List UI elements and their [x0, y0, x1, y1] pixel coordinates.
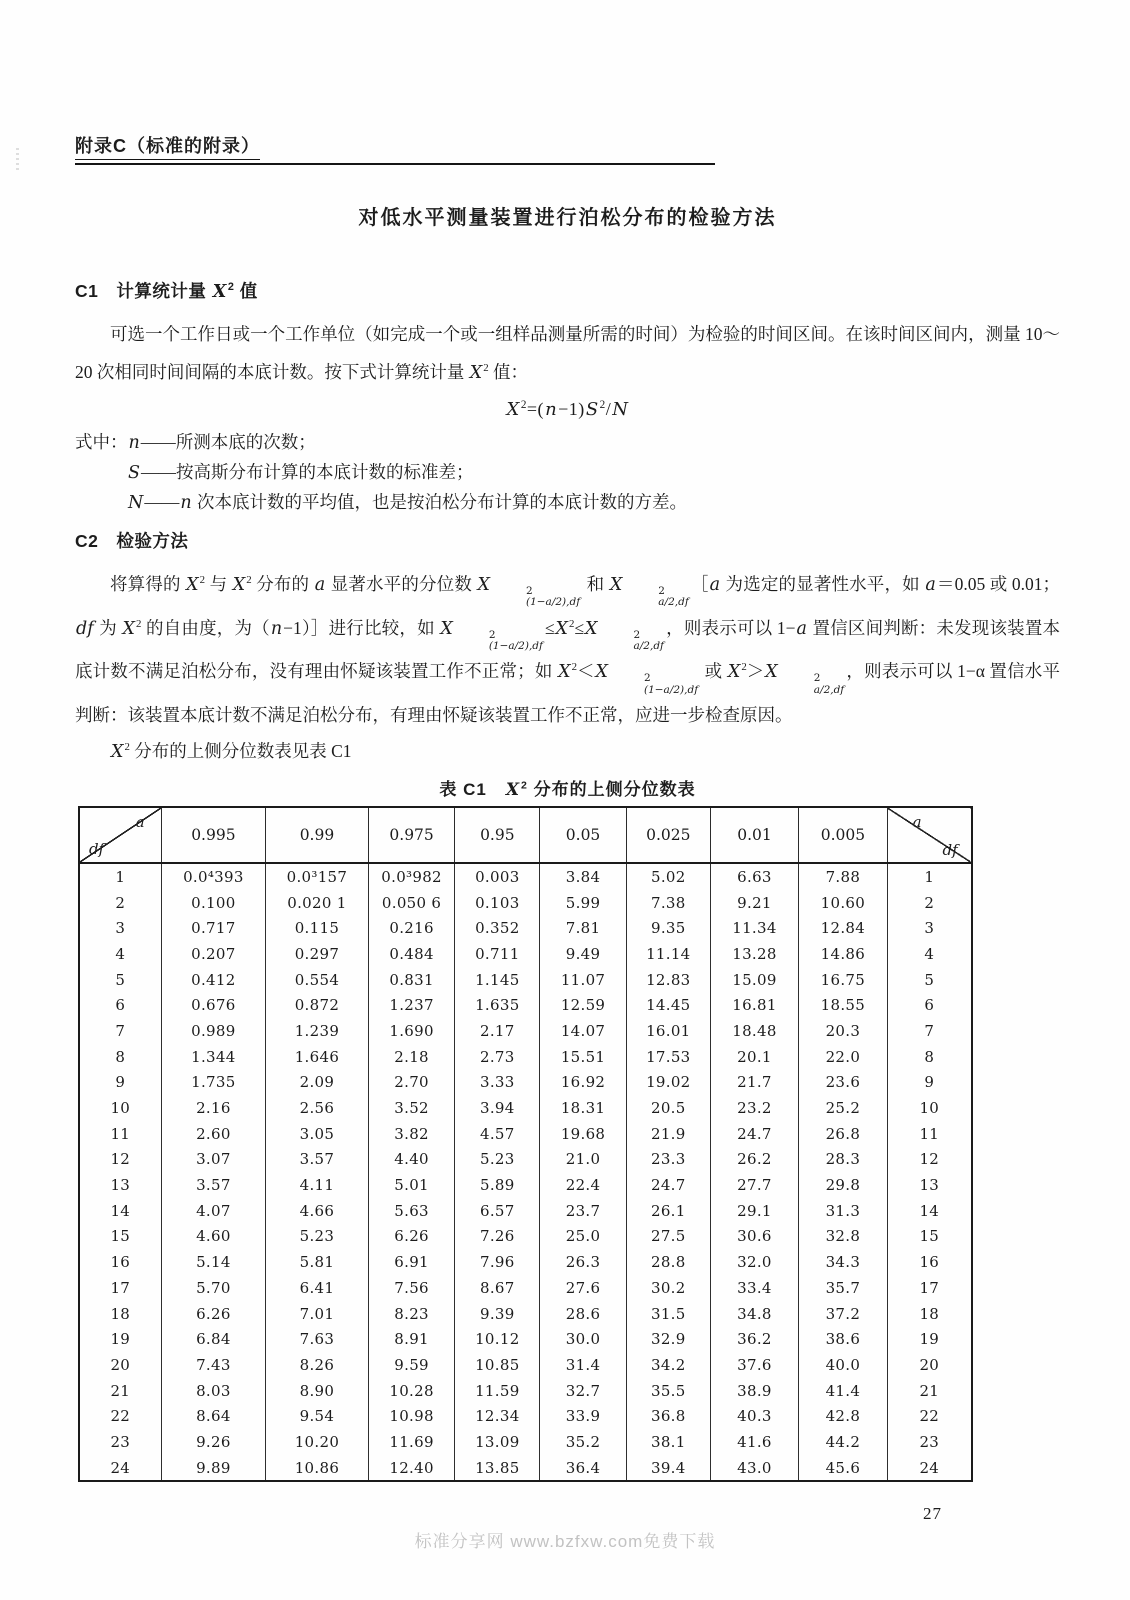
value-cell: 2.16 — [161, 1095, 265, 1121]
value-cell: 5.70 — [161, 1275, 265, 1301]
df-cell: 11 — [887, 1121, 972, 1147]
value-cell: 9.21 — [710, 890, 798, 916]
table-row — [79, 941, 972, 967]
value-cell: 43.0 — [710, 1455, 798, 1482]
column-header: 0.01 — [710, 807, 798, 863]
value-cell: 8.67 — [455, 1275, 540, 1301]
value-cell: 36.2 — [710, 1326, 798, 1352]
value-cell: 6.26 — [161, 1301, 265, 1327]
df-cell: 7 — [115, 1021, 126, 1040]
value-cell: 0.352 — [455, 915, 540, 941]
df-cell: 13 — [887, 1172, 972, 1198]
column-header: 0.05 — [540, 807, 627, 863]
value-cell: 2.70 — [368, 1069, 455, 1095]
value-cell: 12.59 — [540, 992, 627, 1018]
value-cell: 38.9 — [710, 1378, 798, 1404]
value-cell: 3.33 — [455, 1069, 540, 1095]
table-row — [79, 1224, 972, 1250]
value-cell: 7.26 — [455, 1224, 540, 1250]
value-cell: 0.872 — [266, 992, 369, 1018]
value-cell: 8.03 — [161, 1378, 265, 1404]
value-cell: 3.57 — [161, 1172, 265, 1198]
value-cell: 39.4 — [626, 1455, 710, 1482]
value-cell: 18.55 — [799, 992, 887, 1018]
value-cell: 10.98 — [368, 1403, 455, 1429]
value-cell: 5.02 — [626, 863, 710, 890]
value-cell: 16.92 — [540, 1069, 627, 1095]
value-cell: 1.145 — [455, 967, 540, 993]
value-cell: 16.01 — [626, 1018, 710, 1044]
column-header: 0.99 — [266, 807, 369, 863]
value-cell: 6.63 — [710, 863, 798, 890]
value-cell: 10.60 — [799, 890, 887, 916]
value-cell: 28.3 — [799, 1147, 887, 1173]
section-c1-heading: C1 计算统计量 $X^2$ 值 — [75, 281, 258, 302]
value-cell: 3.57 — [266, 1147, 369, 1173]
value-cell: 0.207 — [161, 941, 265, 967]
df-cell: 1 — [115, 867, 126, 886]
df-cell: 15 — [887, 1224, 972, 1250]
legend-line-n: 式中：n——所测本底的次数； — [75, 432, 316, 453]
value-cell: 5.81 — [266, 1249, 369, 1275]
value-cell: 42.8 — [799, 1403, 887, 1429]
value-cell: 31.3 — [799, 1198, 887, 1224]
df-cell: 24 — [887, 1455, 972, 1482]
value-cell: 31.4 — [540, 1352, 627, 1378]
df-cell: 19 — [887, 1326, 972, 1352]
value-cell: 35.2 — [540, 1429, 627, 1455]
value-cell: 37.2 — [799, 1301, 887, 1327]
table-row — [79, 1403, 972, 1429]
appendix-heading: 附录C（标准的附录） — [75, 136, 260, 160]
value-cell: 2.60 — [161, 1121, 265, 1147]
value-cell: 21.0 — [540, 1147, 627, 1173]
value-cell: 1.735 — [161, 1069, 265, 1095]
df-cell: 12 — [887, 1147, 972, 1173]
df-cell: 4 — [115, 944, 126, 963]
table-row — [79, 1069, 972, 1095]
df-cell: 19 — [110, 1330, 131, 1349]
value-cell: 5.23 — [266, 1224, 369, 1250]
value-cell: 29.8 — [799, 1172, 887, 1198]
df-cell: 8 — [887, 1044, 972, 1070]
df-cell: 9 — [115, 1073, 126, 1092]
value-cell: 9.59 — [368, 1352, 455, 1378]
section-c2-heading: C2 检验方法 — [75, 531, 189, 551]
value-cell: 27.6 — [540, 1275, 627, 1301]
df-cell: 10 — [887, 1095, 972, 1121]
table-row — [79, 1301, 972, 1327]
value-cell: 1.646 — [266, 1044, 369, 1070]
value-cell: 9.54 — [266, 1403, 369, 1429]
value-cell: 24.7 — [710, 1121, 798, 1147]
value-cell: 25.2 — [799, 1095, 887, 1121]
df-cell: 22 — [887, 1403, 972, 1429]
legend-line-s: S——按高斯分布计算的本底计数的标准差； — [128, 462, 474, 483]
value-cell: 10.12 — [455, 1326, 540, 1352]
value-cell: 36.8 — [626, 1403, 710, 1429]
value-cell: 26.3 — [540, 1249, 627, 1275]
value-cell: 3.84 — [540, 863, 627, 890]
value-cell: 8.91 — [368, 1326, 455, 1352]
value-cell: 14.45 — [626, 992, 710, 1018]
value-cell: 1.635 — [455, 992, 540, 1018]
table-row — [79, 967, 972, 993]
value-cell: 5.63 — [368, 1198, 455, 1224]
value-cell: 1.237 — [368, 992, 455, 1018]
value-cell: 0.412 — [161, 967, 265, 993]
value-cell: 3.07 — [161, 1147, 265, 1173]
value-cell: 2.56 — [266, 1095, 369, 1121]
value-cell: 8.90 — [266, 1378, 369, 1404]
legend-line-cap-n: N——n 次本底计数的平均值，也是按泊松分布计算的本底计数的方差。 — [128, 492, 687, 513]
c1-paragraph: 可选一个工作日或一个工作单位（如完成一个或一组样品测量所需的时间）为检验的时间区间。在该时间区间内，测量 10～20 次相同时间间隔的本底计数。按下式计算统计量 $X^2$ 值： — [75, 324, 1060, 383]
corner-df-label: df — [89, 839, 105, 858]
value-cell: 22.0 — [799, 1044, 887, 1070]
corner-cell-right — [887, 807, 972, 863]
value-cell: 27.5 — [626, 1224, 710, 1250]
df-cell: 15 — [110, 1227, 131, 1246]
value-cell: 13.85 — [455, 1455, 540, 1482]
value-cell: 31.5 — [626, 1301, 710, 1327]
df-cell: 18 — [887, 1301, 972, 1327]
value-cell: 9.35 — [626, 915, 710, 941]
column-header: 0.005 — [799, 807, 887, 863]
value-cell: 41.4 — [799, 1378, 887, 1404]
chi-square-formula: $X^2=(n-1)S^2/N$ — [506, 399, 629, 420]
value-cell: 5.99 — [540, 890, 627, 916]
table-row — [79, 915, 972, 941]
value-cell: 3.94 — [455, 1095, 540, 1121]
value-cell: 2.18 — [368, 1044, 455, 1070]
table-row — [79, 1095, 972, 1121]
value-cell: 23.7 — [540, 1198, 627, 1224]
value-cell: 32.0 — [710, 1249, 798, 1275]
value-cell: 30.0 — [540, 1326, 627, 1352]
value-cell: 0.989 — [161, 1018, 265, 1044]
value-cell: 0.554 — [266, 967, 369, 993]
table-row — [79, 1352, 972, 1378]
corner-alpha-label: a — [135, 812, 145, 831]
value-cell: 8.23 — [368, 1301, 455, 1327]
value-cell: 6.84 — [161, 1326, 265, 1352]
value-cell: 26.2 — [710, 1147, 798, 1173]
value-cell: 36.4 — [540, 1455, 627, 1482]
value-cell: 20.3 — [799, 1018, 887, 1044]
value-cell: 27.7 — [710, 1172, 798, 1198]
value-cell: 7.56 — [368, 1275, 455, 1301]
value-cell: 30.2 — [626, 1275, 710, 1301]
table-row — [79, 1275, 972, 1301]
df-cell: 8 — [115, 1047, 126, 1066]
value-cell: 23.3 — [626, 1147, 710, 1173]
value-cell: 33.4 — [710, 1275, 798, 1301]
value-cell: 13.28 — [710, 941, 798, 967]
value-cell: 4.60 — [161, 1224, 265, 1250]
value-cell: 35.5 — [626, 1378, 710, 1404]
value-cell: 13.09 — [455, 1429, 540, 1455]
value-cell: 21.9 — [626, 1121, 710, 1147]
value-cell: 11.59 — [455, 1378, 540, 1404]
df-cell: 11 — [110, 1124, 131, 1143]
value-cell: 45.6 — [799, 1455, 887, 1482]
value-cell: 7.88 — [799, 863, 887, 890]
value-cell: 12.40 — [368, 1455, 455, 1482]
value-cell: 1.239 — [266, 1018, 369, 1044]
value-cell: 14.86 — [799, 941, 887, 967]
df-cell: 10 — [110, 1099, 131, 1117]
column-header: 0.975 — [368, 807, 455, 863]
df-cell: 23 — [887, 1429, 972, 1455]
value-cell: 25.0 — [540, 1224, 627, 1250]
value-cell: 5.14 — [161, 1249, 265, 1275]
page-number: 27 — [923, 1504, 942, 1524]
df-cell: 12 — [110, 1150, 131, 1169]
df-cell: 22 — [110, 1407, 131, 1426]
value-cell: 34.2 — [626, 1352, 710, 1378]
value-cell: 5.89 — [455, 1172, 540, 1198]
value-cell: 6.91 — [368, 1249, 455, 1275]
scan-artifact — [16, 148, 19, 170]
value-cell: 3.05 — [266, 1121, 369, 1147]
table-header-row — [79, 807, 972, 863]
value-cell: 10.20 — [266, 1429, 369, 1455]
value-cell: 4.40 — [368, 1147, 455, 1173]
value-cell: 2.17 — [455, 1018, 540, 1044]
value-cell: 12.84 — [799, 915, 887, 941]
c2-paragraph: 将算得的 $X^2$ 与 $X^2$ 分布的 a 显著水平的分位数 X 2 (1−a/2),df 和 X 2 a/2,df ［a 为选定的显著性水平，如 a＝0.05 或 0.01；df 为 $X^2$ 的自由度，为（n−1）］进行比较，如 X 2 (1−a/2),df $\le X^2\le X$ 2 a/2,df ，则表示可以 1−a 置信区间判断：未发现该装置本底计数不满足泊松分布，没有理由怀疑该装置工作不正常；如 $X^2<X$ 2 (1−a/2),df 或 $X^2>X$ 2 a/2,df ，则表示可以 1−α 置信水平判断：该装置本底计数不满足泊松分布，有理由怀疑该装置工作不正常，应进一步检查原因。 — [75, 574, 1061, 725]
value-cell: 9.89 — [161, 1455, 265, 1482]
value-cell: 32.7 — [540, 1378, 627, 1404]
value-cell: 22.4 — [540, 1172, 627, 1198]
value-cell: 4.66 — [266, 1198, 369, 1224]
value-cell: 32.8 — [799, 1224, 887, 1250]
value-cell: 38.1 — [626, 1429, 710, 1455]
formula-legend — [75, 428, 1060, 518]
value-cell: 21.7 — [710, 1069, 798, 1095]
value-cell: 30.6 — [710, 1224, 798, 1250]
value-cell: 0.717 — [161, 915, 265, 941]
value-cell: 4.57 — [455, 1121, 540, 1147]
value-cell: 0.0³982 — [368, 863, 455, 890]
value-cell: 1.690 — [368, 1018, 455, 1044]
value-cell: 4.07 — [161, 1198, 265, 1224]
value-cell: 14.07 — [540, 1018, 627, 1044]
value-cell: 7.43 — [161, 1352, 265, 1378]
value-cell: 6.26 — [368, 1224, 455, 1250]
df-cell: 18 — [110, 1304, 131, 1323]
df-cell: 13 — [110, 1176, 131, 1195]
corner-df-label: df — [942, 840, 958, 859]
df-cell: 16 — [887, 1249, 972, 1275]
value-cell: 23.6 — [799, 1069, 887, 1095]
value-cell: 38.6 — [799, 1326, 887, 1352]
value-cell: 18.48 — [710, 1018, 798, 1044]
value-cell: 40.3 — [710, 1403, 798, 1429]
value-cell: 40.0 — [799, 1352, 887, 1378]
value-cell: 20.1 — [710, 1044, 798, 1070]
value-cell: 11.69 — [368, 1429, 455, 1455]
value-cell: 10.85 — [455, 1352, 540, 1378]
df-cell: 4 — [887, 941, 972, 967]
df-cell: 17 — [887, 1275, 972, 1301]
table-row — [79, 1044, 972, 1070]
value-cell: 0.216 — [368, 915, 455, 941]
df-cell: 2 — [887, 890, 972, 916]
value-cell: 7.01 — [266, 1301, 369, 1327]
column-header: 0.995 — [161, 807, 265, 863]
value-cell: 8.64 — [161, 1403, 265, 1429]
df-cell: 20 — [110, 1355, 131, 1374]
table-row — [79, 863, 972, 890]
value-cell: 19.68 — [540, 1121, 627, 1147]
df-cell: 6 — [887, 992, 972, 1018]
value-cell: 17.53 — [626, 1044, 710, 1070]
value-cell: 9.39 — [455, 1301, 540, 1327]
value-cell: 16.81 — [710, 992, 798, 1018]
value-cell: 7.38 — [626, 890, 710, 916]
value-cell: 44.2 — [799, 1429, 887, 1455]
table-row — [79, 1429, 972, 1455]
value-cell: 41.6 — [710, 1429, 798, 1455]
value-cell: 0.115 — [266, 915, 369, 941]
df-cell: 21 — [887, 1378, 972, 1404]
df-cell: 20 — [887, 1352, 972, 1378]
df-cell: 1 — [887, 863, 972, 890]
value-cell: 0.003 — [455, 863, 540, 890]
df-cell: 23 — [110, 1432, 131, 1451]
value-cell: 0.103 — [455, 890, 540, 916]
appendix-heading-rule — [75, 132, 715, 165]
table-row — [79, 1249, 972, 1275]
document-title: 对低水平测量装置进行泊松分布的检验方法 — [358, 207, 777, 229]
value-cell: 26.8 — [799, 1121, 887, 1147]
value-cell: 6.41 — [266, 1275, 369, 1301]
table-row — [79, 1172, 972, 1198]
table-row — [79, 1121, 972, 1147]
value-cell: 0.100 — [161, 890, 265, 916]
value-cell: 18.31 — [540, 1095, 627, 1121]
value-cell: 0.297 — [266, 941, 369, 967]
table-row — [79, 1018, 972, 1044]
value-cell: 19.02 — [626, 1069, 710, 1095]
value-cell: 2.73 — [455, 1044, 540, 1070]
footer-watermark: 标准分享网 www.bzfxw.com免费下载 — [414, 1532, 716, 1551]
table-row — [79, 992, 972, 1018]
df-cell: 17 — [110, 1278, 131, 1297]
value-cell: 11.34 — [710, 915, 798, 941]
value-cell: 4.11 — [266, 1172, 369, 1198]
value-cell: 5.23 — [455, 1147, 540, 1173]
table-row — [79, 1198, 972, 1224]
value-cell: 9.26 — [161, 1429, 265, 1455]
df-cell: 3 — [115, 919, 126, 938]
df-cell: 2 — [115, 893, 126, 912]
table-row — [79, 1455, 972, 1482]
value-cell: 34.3 — [799, 1249, 887, 1275]
value-cell: 33.9 — [540, 1403, 627, 1429]
corner-alpha-label: a — [912, 812, 922, 831]
df-cell: 6 — [115, 996, 126, 1015]
value-cell: 23.2 — [710, 1095, 798, 1121]
value-cell: 8.26 — [266, 1352, 369, 1378]
value-cell: 26.1 — [626, 1198, 710, 1224]
df-cell: 16 — [110, 1253, 131, 1272]
value-cell: 34.8 — [710, 1301, 798, 1327]
value-cell: 11.07 — [540, 967, 627, 993]
value-cell: 7.96 — [455, 1249, 540, 1275]
df-cell: 9 — [887, 1069, 972, 1095]
value-cell: 0.0³157 — [266, 863, 369, 890]
value-cell: 0.050 6 — [368, 890, 455, 916]
quantile-table — [78, 806, 973, 1483]
value-cell: 11.14 — [626, 941, 710, 967]
value-cell: 0.484 — [368, 941, 455, 967]
value-cell: 3.82 — [368, 1121, 455, 1147]
value-cell: 5.01 — [368, 1172, 455, 1198]
df-cell: 21 — [110, 1381, 131, 1400]
corner-cell-left — [79, 807, 161, 863]
table-row — [79, 1378, 972, 1404]
value-cell: 29.1 — [710, 1198, 798, 1224]
table-row — [79, 890, 972, 916]
value-cell: 10.86 — [266, 1455, 369, 1482]
column-header: 0.025 — [626, 807, 710, 863]
table-row — [79, 1147, 972, 1173]
value-cell: 15.51 — [540, 1044, 627, 1070]
table-reference: $X^2$ 分布的上侧分位数表见表 C1 — [111, 740, 352, 762]
df-cell: 5 — [887, 967, 972, 993]
value-cell: 7.63 — [266, 1326, 369, 1352]
value-cell: 9.49 — [540, 941, 627, 967]
df-cell: 14 — [110, 1201, 131, 1220]
value-cell: 6.57 — [455, 1198, 540, 1224]
value-cell: 12.34 — [455, 1403, 540, 1429]
table-caption: 表 C1 $X^2$ 分布的上侧分位数表 — [439, 779, 696, 800]
value-cell: 7.81 — [540, 915, 627, 941]
column-header: 0.95 — [455, 807, 540, 863]
df-cell: 3 — [887, 915, 972, 941]
value-cell: 35.7 — [799, 1275, 887, 1301]
value-cell: 0.711 — [455, 941, 540, 967]
value-cell: 10.28 — [368, 1378, 455, 1404]
value-cell: 28.8 — [626, 1249, 710, 1275]
value-cell: 1.344 — [161, 1044, 265, 1070]
value-cell: 2.09 — [266, 1069, 369, 1095]
value-cell: 20.5 — [626, 1095, 710, 1121]
value-cell: 0.676 — [161, 992, 265, 1018]
df-cell: 24 — [110, 1458, 131, 1477]
value-cell: 0.020 1 — [266, 890, 369, 916]
value-cell: 3.52 — [368, 1095, 455, 1121]
df-cell: 14 — [887, 1198, 972, 1224]
value-cell: 0.0⁴393 — [161, 863, 265, 890]
value-cell: 16.75 — [799, 967, 887, 993]
value-cell: 24.7 — [626, 1172, 710, 1198]
table-row — [79, 1326, 972, 1352]
value-cell: 15.09 — [710, 967, 798, 993]
value-cell: 28.6 — [540, 1301, 627, 1327]
df-cell: 7 — [887, 1018, 972, 1044]
value-cell: 37.6 — [710, 1352, 798, 1378]
df-cell: 5 — [115, 970, 126, 989]
value-cell: 0.831 — [368, 967, 455, 993]
value-cell: 12.83 — [626, 967, 710, 993]
table-body — [79, 863, 972, 1482]
value-cell: 32.9 — [626, 1326, 710, 1352]
